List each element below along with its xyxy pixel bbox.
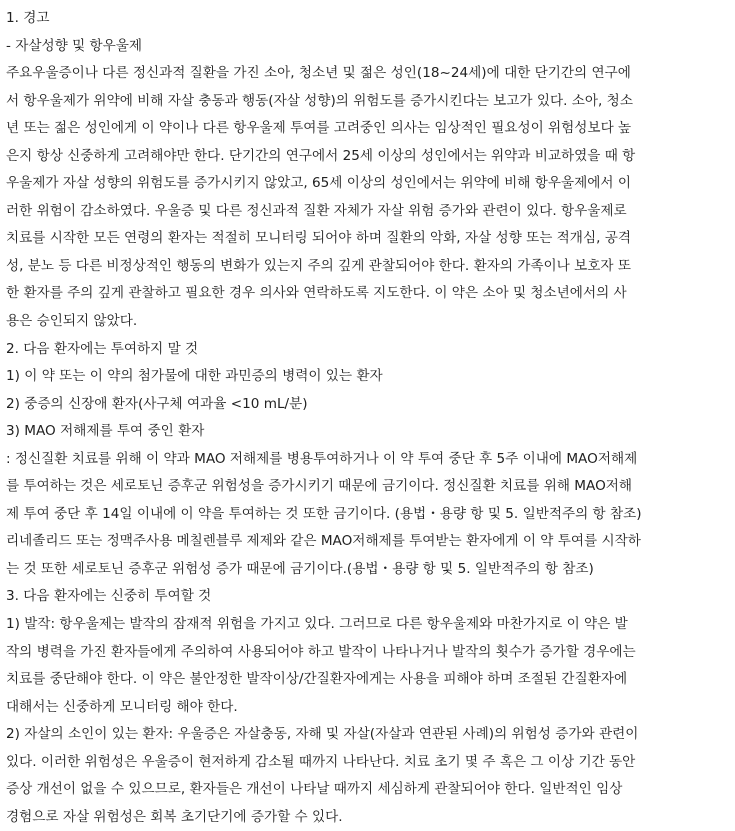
text-line: 용은 승인되지 않았다. — [6, 313, 138, 330]
text-line: 경험으로 자살 위험성은 회복 초기단기에 증가할 수 있다. — [6, 808, 343, 825]
text-line: 3. 다음 환자에는 신중히 투여할 것 — [6, 588, 212, 605]
text-line: 우울제가 자살 성향의 위험도를 증가시키지 않았고, 65세 이상의 성인에서는 위약에 비해 항우울제에서 이 — [6, 175, 631, 192]
text-line: 작의 병력을 가진 환자들에게 주의하여 사용되어야 하고 발작이 나타나거나 발작의 횟수가 증가할 경우에는 — [6, 643, 636, 660]
text-line: - 자살성향 및 항우울제 — [6, 37, 143, 54]
text-line: 는 것 또한 세로토닌 증후군 위험성 증가 때문에 금기이다.(용법・용량 항 및 5. 일반적주의 항 참조) — [6, 560, 594, 577]
text-line: 를 투여하는 것은 세로토닌 증후군 위험성을 증가시키기 때문에 금기이다. 정신질환 치료를 위해 MAO저해 — [6, 478, 633, 495]
text-line: 서 항우울제가 위약에 비해 자살 충동과 행동(자살 성향)의 위험도를 증가시킨다는 보고가 있다. 소아, 청소 — [6, 92, 633, 109]
text-line: 3) MAO 저해제를 투여 중인 환자 — [6, 423, 205, 440]
text-line: 치료를 시작한 모든 연령의 환자는 적절히 모니터링 되어야 하며 질환의 악화, 자살 성향 또는 적개심, 공격 — [6, 230, 631, 247]
text-line: : 정신질환 치료를 위해 이 약과 MAO 저해제를 병용투여하거나 이 약 투여 중단 후 5주 이내에 MAO저해제 — [6, 450, 638, 467]
text-line: 주요우울증이나 다른 정신과적 질환을 가진 소아, 청소년 및 젊은 성인(18~24세)에 대한 단기간의 연구에 — [6, 65, 631, 82]
text-line: 1) 발작: 항우울제는 발작의 잠재적 위험을 가지고 있다. 그러므로 다른 항우울제와 마찬가지로 이 약은 발 — [6, 616, 628, 633]
text-line: 2) 자살의 소인이 있는 환자: 우울증은 자살충동, 자해 및 자살(자살과 연관된 사례)의 위험성 증가와 관련이 — [6, 726, 639, 743]
text-line: 성, 분노 등 다른 비정상적인 행동의 변화가 있는지 주의 깊게 관찰되어야 한다. 환자의 가족이나 보호자 또 — [6, 257, 631, 274]
text-line: 대해서는 신중하게 모니터링 해야 한다. — [6, 698, 238, 715]
text-line: 제 투여 중단 후 14일 이내에 이 약을 투여하는 것 또한 금기이다. (용법・용량 항 및 5. 일반적주의 항 참조) — [6, 505, 642, 522]
text-line: 2. 다음 환자에는 투여하지 말 것 — [6, 340, 199, 357]
text-line: 2) 중증의 신장애 환자(사구체 여과율 <10 mL/분) — [6, 395, 308, 412]
text-line: 한 환자를 주의 깊게 관찰하고 필요한 경우 의사와 연락하도록 지도한다. 이 약은 소아 및 청소년에서의 사 — [6, 285, 627, 302]
text-line: 1. 경고 — [6, 10, 50, 26]
text-line: 은지 항상 신중하게 고려해야만 한다. 단기간의 연구에서 25세 이상의 성인에서는 위약과 비교하였을 때 항 — [6, 147, 636, 164]
text-line: 년 또는 젊은 성인에게 이 약이나 다른 항우울제 투여를 고려중인 의사는 임상적인 필요성이 위험성보다 높 — [6, 120, 632, 137]
text-line: 1) 이 약 또는 이 약의 첨가물에 대한 과민증의 병력이 있는 환자 — [6, 368, 383, 385]
document-body — [6, 5, 730, 831]
text-line: 러한 위험이 감소하였다. 우울증 및 다른 정신과적 질환 자체가 자살 위험 증가와 관련이 있다. 항우울제로 — [6, 202, 627, 219]
text-line: 있다. 이러한 위험성은 우울증이 현저하게 감소될 때까지 나타난다. 치료 초기 몇 주 혹은 그 이상 기간 동안 — [6, 753, 636, 770]
text-line: 증상 개선이 없을 수 있으므로, 환자들은 개선이 나타날 때까지 세심하게 관찰되어야 한다. 일반적인 임상 — [6, 781, 623, 798]
text-line: 치료를 중단해야 한다. 이 약은 불안정한 발작이상/간질환자에게는 사용을 피해야 하며 조절된 간질환자에 — [6, 671, 628, 688]
text-line: 리네졸리드 또는 정맥주사용 메칠렌블루 제제와 같은 MAO저해제를 투여받는 환자에게 이 약 투여를 시작하 — [6, 533, 641, 550]
